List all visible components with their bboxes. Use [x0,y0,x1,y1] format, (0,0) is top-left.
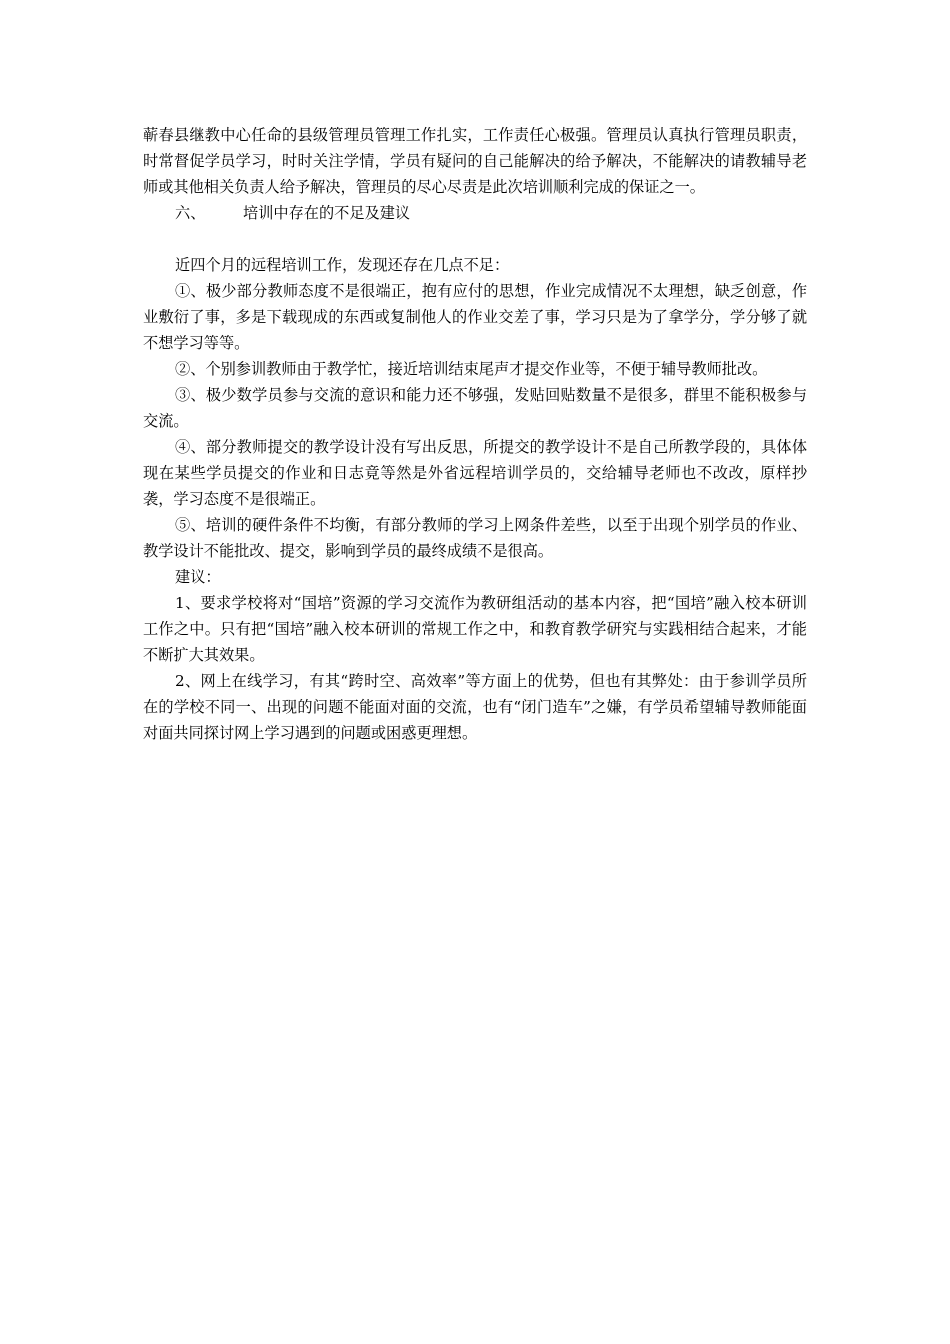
intro-paragraph: 蕲春县继教中心任命的县级管理员管理工作扎实，工作责任心极强。管理员认真执行管理员职责，时常督促学员学习，时时关注学情，学员有疑问的自己能解决的给予解决，不能解决的请教辅导老师或其他相关负责人给予解决，管理员的尽心尽责是此次培训顺利完成的保证之一。 [143,126,807,196]
blank-line [143,226,807,252]
suggestion-item-2: 2、网上在线学习，有其“跨时空、高效率”等方面上的优势，但也有其弊处：由于参训学员所在的学校不同一、出现的问题不能面对面的交流，也有“闭门造车”之嫌，有学员希望辅导教师能面对面共同探讨网上学习遇到的问题或困惑更理想。 [143,672,807,742]
summary-paragraph: 近四个月的远程培训工作，发现还存在几点不足： [175,256,510,274]
section-heading [143,200,807,226]
suggestion-item-1: 1、要求学校将对“国培”资源的学习交流作为教研组活动的基本内容，把“国培”融入校本研训工作之中。只有把“国培”融入校本研训的常规工作之中，和教育教学研究与实践相结合起来，才能不断扩大其效果。 [143,594,807,664]
issue-item-3: ③、极少数学员参与交流的意识和能力还不够强，发贴回贴数量不是很多，群里不能积极参与交流。 [143,386,807,430]
issue-item-1: ①、极少部分教师态度不是很端正，抱有应付的思想，作业完成情况不太理想，缺乏创意，作业敷衍了事，多是下载现成的东西或复制他人的作业交差了事，学习只是为了拿学分，学分够了就不想学习等等。 [143,282,807,352]
section-title: 培训中存在的不足及建议 [243,204,411,222]
suggestion-label: 建议： [175,568,221,586]
issue-item-4: ④、部分教师提交的教学设计没有写出反思，所提交的教学设计不是自己所教学段的，具体体现在某些学员提交的作业和日志竟等然是外省远程培训学员的，交给辅导老师也不改改，原样抄袭，学习态度不是很端正。 [143,438,807,508]
document-body [143,122,807,746]
issue-item-2: ②、个别参训教师由于教学忙，接近培训结束尾声才提交作业等，不便于辅导教师批改。 [175,360,768,378]
issue-item-5: ⑤、培训的硬件条件不均衡，有部分教师的学习上网条件差些，以至于出现个别学员的作业、教学设计不能批改、提交，影响到学员的最终成绩不是很高。 [143,516,807,560]
section-number: 六、 [175,204,206,222]
